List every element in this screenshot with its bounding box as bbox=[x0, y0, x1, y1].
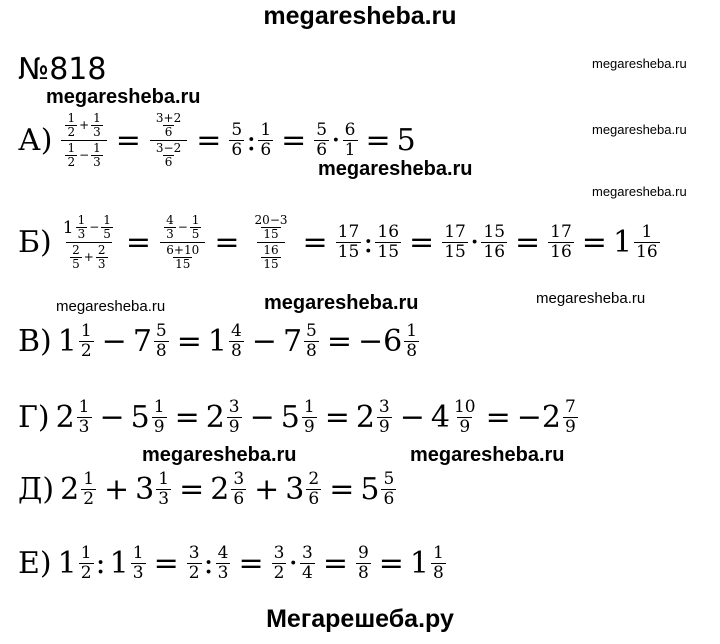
math-term: 7 bbox=[282, 324, 303, 359]
fraction bbox=[253, 214, 290, 241]
fraction bbox=[76, 214, 88, 241]
watermark: megaresheba.ru bbox=[264, 292, 419, 314]
numerator: 1 bbox=[158, 469, 170, 489]
equation-e bbox=[18, 544, 448, 583]
fraction bbox=[91, 112, 103, 139]
numerator: 1 bbox=[641, 222, 653, 242]
label-v: В) bbox=[18, 324, 52, 359]
denominator: 16 bbox=[550, 242, 572, 262]
denominator: 9 bbox=[378, 417, 390, 437]
math-term: 7 bbox=[132, 324, 152, 359]
numerator bbox=[61, 214, 117, 242]
denominator: 15 bbox=[377, 242, 400, 262]
numerator: 7 bbox=[565, 397, 576, 417]
math-term: 3 bbox=[285, 472, 305, 507]
math-term: · bbox=[331, 123, 341, 158]
operator: − bbox=[101, 324, 127, 359]
fraction bbox=[164, 214, 176, 241]
watermark: megaresheba.ru bbox=[46, 86, 201, 108]
numerator: 1 bbox=[67, 141, 76, 155]
operator: = bbox=[214, 225, 240, 260]
denominator: 8 bbox=[230, 341, 242, 361]
numerator: 3 bbox=[273, 543, 285, 563]
operator: − bbox=[99, 400, 125, 435]
watermark: megaresheba.ru bbox=[56, 298, 166, 315]
label-g: Г) bbox=[18, 400, 50, 435]
denominator: 3 bbox=[132, 563, 144, 583]
numerator: 3+2 bbox=[155, 111, 182, 125]
operator: = bbox=[324, 400, 350, 435]
fraction bbox=[81, 470, 96, 509]
numerator: 20−3 bbox=[254, 213, 288, 227]
fraction bbox=[187, 544, 202, 583]
fraction bbox=[216, 544, 231, 583]
result-whole: 1 bbox=[612, 225, 633, 260]
denominator: 5 bbox=[191, 227, 200, 241]
fraction bbox=[154, 322, 169, 361]
denominator bbox=[257, 242, 284, 271]
operator: = bbox=[176, 324, 202, 359]
numerator: 16 bbox=[263, 243, 279, 257]
operator: = bbox=[326, 324, 352, 359]
denominator: 6 bbox=[164, 125, 173, 139]
math-term: 4 bbox=[430, 400, 450, 435]
complex-fraction bbox=[61, 214, 117, 271]
numerator: 5 bbox=[306, 321, 317, 341]
math-term: : bbox=[246, 123, 257, 158]
fraction bbox=[375, 223, 401, 262]
denominator: 8 bbox=[357, 563, 369, 583]
denominator: 3 bbox=[93, 125, 101, 139]
watermark: megaresheba.ru bbox=[142, 444, 297, 466]
operator: − bbox=[399, 400, 425, 435]
fraction bbox=[77, 398, 92, 437]
equation-g bbox=[18, 398, 580, 437]
fraction bbox=[227, 398, 242, 437]
numerator: 1 bbox=[103, 213, 111, 227]
fraction bbox=[343, 121, 358, 160]
fraction bbox=[154, 142, 183, 169]
denominator: 6 bbox=[308, 489, 320, 509]
fraction bbox=[65, 142, 77, 169]
numerator: 5 bbox=[383, 469, 395, 489]
denominator: 2 bbox=[67, 125, 76, 139]
fraction bbox=[190, 214, 202, 241]
denominator: 6 bbox=[383, 489, 395, 509]
numerator: 1 bbox=[80, 321, 92, 341]
numerator: 3 bbox=[233, 469, 245, 489]
watermark: megaresheba.ru bbox=[536, 290, 646, 307]
numerator: 3 bbox=[228, 397, 240, 417]
numerator bbox=[160, 214, 205, 242]
numerator: 9 bbox=[357, 543, 369, 563]
denominator: 16 bbox=[483, 242, 506, 262]
denominator: 16 bbox=[636, 242, 658, 262]
denominator: 3 bbox=[97, 257, 106, 271]
fraction bbox=[131, 544, 146, 583]
math-term: 1 bbox=[109, 546, 129, 581]
math-term: + bbox=[83, 250, 94, 264]
numerator: 2 bbox=[72, 243, 80, 257]
math-term: −6 bbox=[358, 324, 403, 359]
numerator: 4 bbox=[166, 213, 174, 227]
math-term: 5 bbox=[360, 472, 380, 507]
numerator: 10 bbox=[453, 397, 476, 417]
fraction bbox=[481, 223, 507, 262]
numerator bbox=[150, 112, 187, 140]
math-term: · bbox=[469, 225, 480, 260]
numerator bbox=[249, 214, 294, 242]
denominator: 3 bbox=[217, 563, 229, 583]
label-a: А) bbox=[18, 123, 53, 158]
operator: = bbox=[302, 225, 328, 260]
result: 5 bbox=[396, 123, 416, 158]
denominator: 2 bbox=[188, 563, 200, 583]
fraction bbox=[261, 244, 280, 271]
fraction bbox=[548, 223, 574, 262]
numerator: 5 bbox=[155, 321, 167, 341]
denominator: 6 bbox=[316, 140, 328, 160]
math-term: 2 bbox=[205, 400, 225, 435]
denominator: 15 bbox=[337, 242, 360, 262]
operator: = bbox=[179, 472, 205, 507]
denominator: 2 bbox=[273, 563, 285, 583]
fraction bbox=[304, 322, 319, 361]
watermark: megaresheba.ru bbox=[318, 158, 473, 180]
operator: = bbox=[329, 472, 355, 507]
fraction bbox=[154, 112, 183, 139]
fraction bbox=[381, 470, 396, 509]
math-term: 1 bbox=[57, 324, 77, 359]
operator: + bbox=[254, 472, 280, 507]
numerator: 3 bbox=[378, 397, 390, 417]
denominator: 2 bbox=[80, 563, 92, 583]
label-b: Б) bbox=[18, 225, 52, 260]
operator: = bbox=[174, 400, 200, 435]
denominator: 8 bbox=[406, 341, 418, 361]
denominator: 15 bbox=[175, 257, 191, 271]
denominator: 5 bbox=[103, 227, 111, 241]
denominator: 1 bbox=[344, 140, 356, 160]
numerator: 3−2 bbox=[155, 141, 182, 155]
numerator bbox=[61, 112, 106, 140]
fraction bbox=[164, 244, 201, 271]
fraction bbox=[452, 398, 478, 437]
watermark: megaresheba.ru bbox=[592, 122, 687, 137]
numerator: 2 bbox=[308, 469, 320, 489]
math-term: 5 bbox=[280, 400, 300, 435]
math-term: 1 bbox=[409, 546, 430, 581]
numerator: 5 bbox=[316, 120, 328, 140]
denominator: 2 bbox=[83, 489, 95, 509]
denominator: 3 bbox=[93, 155, 101, 169]
fraction bbox=[356, 544, 371, 583]
numerator: 1 bbox=[260, 120, 272, 140]
operator: = bbox=[515, 225, 541, 260]
equation-v bbox=[18, 322, 421, 361]
fraction bbox=[314, 121, 329, 160]
math-term: − bbox=[177, 220, 188, 234]
denominator: 3 bbox=[158, 489, 170, 509]
denominator: 8 bbox=[155, 341, 167, 361]
denominator bbox=[160, 242, 205, 271]
numerator: 1 bbox=[80, 543, 92, 563]
label-e: Е) bbox=[18, 546, 52, 581]
numerator: 1 bbox=[191, 213, 200, 227]
math-term: 1 bbox=[62, 217, 74, 238]
operator: = bbox=[365, 123, 391, 158]
denominator: 8 bbox=[433, 563, 444, 583]
numerator: 17 bbox=[550, 222, 572, 242]
operator: = bbox=[115, 123, 141, 158]
equation-b bbox=[18, 214, 662, 271]
operator: = bbox=[196, 123, 222, 158]
denominator: 3 bbox=[77, 227, 86, 241]
math-term: : bbox=[95, 546, 106, 581]
math-term: : bbox=[203, 546, 214, 581]
operator: − bbox=[249, 400, 275, 435]
numerator: 3 bbox=[301, 543, 313, 563]
numerator: 6+10 bbox=[166, 243, 200, 257]
numerator: 1 bbox=[132, 543, 144, 563]
denominator: 8 bbox=[306, 341, 317, 361]
denominator bbox=[66, 242, 111, 271]
math-term: 5 bbox=[130, 400, 150, 435]
numerator: 16 bbox=[377, 222, 400, 242]
math-term: 3 bbox=[135, 472, 155, 507]
denominator: 2 bbox=[80, 341, 92, 361]
math-term: −2 bbox=[516, 400, 561, 435]
fraction bbox=[96, 244, 108, 271]
denominator: 6 bbox=[233, 489, 245, 509]
operator: = bbox=[581, 225, 607, 260]
numerator: 1 bbox=[83, 469, 95, 489]
fraction bbox=[258, 121, 273, 160]
fraction bbox=[404, 322, 419, 361]
fraction bbox=[431, 544, 446, 583]
math-term: − bbox=[89, 220, 100, 234]
complex-fraction bbox=[150, 112, 187, 169]
numerator: 1 bbox=[406, 321, 418, 341]
watermark: megaresheba.ru bbox=[592, 56, 687, 71]
operator: = bbox=[485, 400, 511, 435]
math-term: − bbox=[79, 148, 90, 162]
denominator bbox=[61, 140, 106, 169]
problem-number: №818 bbox=[18, 52, 107, 87]
math-term: 1 bbox=[57, 546, 77, 581]
math-term: 2 bbox=[210, 472, 230, 507]
fraction bbox=[156, 470, 171, 509]
denominator: 5 bbox=[72, 257, 80, 271]
denominator: 6 bbox=[260, 140, 272, 160]
site-header-title[interactable]: megaresheba.ru bbox=[263, 2, 457, 30]
complex-fraction bbox=[61, 112, 106, 169]
fraction bbox=[70, 244, 82, 271]
fraction bbox=[101, 214, 113, 241]
math-term: : bbox=[363, 225, 374, 260]
numerator: 1 bbox=[93, 141, 101, 155]
denominator: 3 bbox=[78, 417, 90, 437]
numerator: 5 bbox=[231, 120, 243, 140]
denominator: 3 bbox=[166, 227, 174, 241]
fraction bbox=[229, 322, 244, 361]
site-footer-title[interactable]: Мегарешеба.ру bbox=[266, 605, 454, 633]
fraction bbox=[79, 322, 94, 361]
denominator: 9 bbox=[459, 417, 471, 437]
operator: = bbox=[409, 225, 435, 260]
fraction bbox=[91, 142, 103, 169]
numerator: 1 bbox=[78, 397, 90, 417]
math-term: 2 bbox=[55, 400, 75, 435]
numerator: 1 bbox=[77, 213, 86, 227]
watermark: megaresheba.ru bbox=[592, 184, 687, 199]
numerator: 1 bbox=[433, 543, 444, 563]
fraction bbox=[152, 398, 167, 437]
operator: = bbox=[322, 546, 348, 581]
denominator: 15 bbox=[263, 227, 279, 241]
equation-d bbox=[18, 470, 398, 509]
denominator: 6 bbox=[231, 140, 243, 160]
denominator: 4 bbox=[301, 563, 313, 583]
operator: = bbox=[281, 123, 307, 158]
fraction bbox=[302, 398, 317, 437]
numerator: 1 bbox=[153, 397, 165, 417]
fraction bbox=[272, 544, 287, 583]
numerator: 17 bbox=[337, 222, 360, 242]
numerator: 4 bbox=[230, 321, 242, 341]
numerator: 6 bbox=[344, 120, 356, 140]
equation-a bbox=[18, 112, 416, 169]
fraction bbox=[377, 398, 392, 437]
fraction bbox=[231, 470, 246, 509]
numerator: 3 bbox=[188, 543, 200, 563]
numerator: 1 bbox=[67, 111, 76, 125]
watermark: megaresheba.ru bbox=[410, 444, 565, 466]
denominator: 15 bbox=[263, 257, 279, 271]
operator: = bbox=[153, 546, 179, 581]
math-term: 2 bbox=[60, 472, 80, 507]
operator: = bbox=[238, 546, 264, 581]
numerator: 1 bbox=[303, 397, 315, 417]
fraction bbox=[79, 544, 94, 583]
fraction bbox=[65, 112, 77, 139]
fraction bbox=[229, 121, 244, 160]
denominator: 15 bbox=[444, 242, 466, 262]
denominator bbox=[150, 140, 187, 169]
fraction bbox=[336, 223, 362, 262]
fraction bbox=[563, 398, 578, 437]
fraction bbox=[306, 470, 321, 509]
fraction bbox=[442, 223, 468, 262]
operator: = bbox=[125, 225, 152, 260]
operator: − bbox=[251, 324, 277, 359]
denominator: 9 bbox=[228, 417, 240, 437]
math-term: · bbox=[288, 546, 298, 581]
math-term: 2 bbox=[355, 400, 375, 435]
denominator: 9 bbox=[303, 417, 315, 437]
numerator: 1 bbox=[93, 111, 101, 125]
label-d: Д) bbox=[18, 472, 55, 507]
math-term: 1 bbox=[207, 324, 227, 359]
fraction bbox=[634, 223, 660, 262]
denominator: 9 bbox=[153, 417, 165, 437]
denominator: 9 bbox=[565, 417, 576, 437]
fraction bbox=[300, 544, 315, 583]
denominator: 6 bbox=[164, 155, 173, 169]
numerator: 2 bbox=[97, 243, 106, 257]
numerator: 4 bbox=[217, 543, 229, 563]
operator: + bbox=[104, 472, 130, 507]
complex-fraction bbox=[249, 214, 294, 271]
denominator: 2 bbox=[67, 155, 76, 169]
numerator: 17 bbox=[444, 222, 466, 242]
complex-fraction bbox=[160, 214, 205, 271]
numerator: 15 bbox=[483, 222, 506, 242]
math-term: + bbox=[79, 118, 90, 132]
operator: = bbox=[378, 546, 404, 581]
